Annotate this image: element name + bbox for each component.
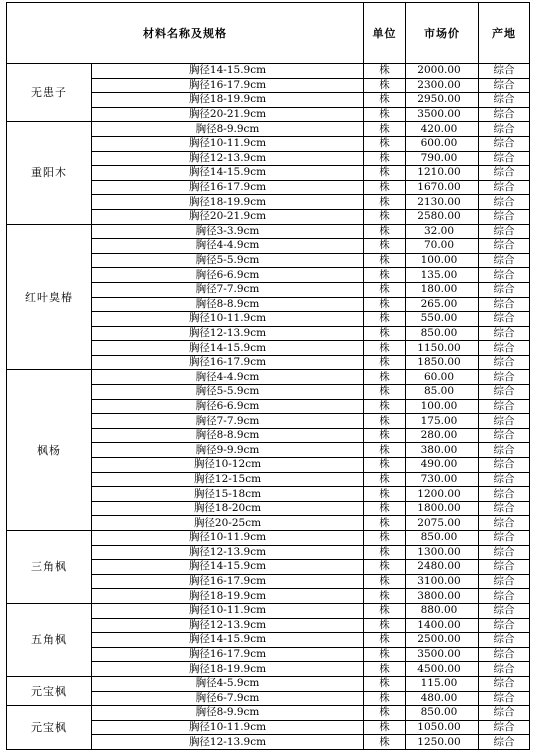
spec-cell: 胸径12-13.9cm [92,545,364,560]
spec-cell: 胸径10-11.9cm [92,531,364,546]
price-cell: 70.00 [406,239,479,254]
spec-cell: 胸径10-11.9cm [92,603,364,618]
material-name-cell: 三角枫 [7,531,92,604]
table-row [7,122,530,137]
origin-cell: 综合 [479,370,530,385]
unit-cell: 株 [364,428,406,443]
price-cell: 1250.00 [406,735,479,750]
origin-cell: 综合 [479,195,530,210]
origin-cell: 综合 [479,224,530,239]
unit-cell: 株 [364,195,406,210]
table-row [7,603,530,618]
spec-cell: 胸径6-6.9cm [92,399,364,414]
unit-cell: 株 [364,531,406,546]
price-cell: 1800.00 [406,501,479,516]
spec-cell: 胸径4-4.9cm [92,239,364,254]
price-cell: 1200.00 [406,487,479,502]
unit-cell: 株 [364,603,406,618]
unit-cell: 株 [364,78,406,93]
origin-cell: 综合 [479,545,530,560]
material-name-cell: 红叶臭椿 [7,224,92,370]
origin-cell: 综合 [479,93,530,108]
price-cell: 2000.00 [406,64,479,79]
unit-cell: 株 [364,545,406,560]
origin-cell: 综合 [479,501,530,516]
price-cell: 85.00 [406,385,479,400]
origin-cell: 综合 [479,647,530,662]
origin-cell: 综合 [479,151,530,166]
price-cell: 850.00 [406,706,479,721]
price-cell: 600.00 [406,136,479,151]
spec-cell: 胸径5-5.9cm [92,253,364,268]
price-cell: 265.00 [406,297,479,312]
price-cell: 2480.00 [406,560,479,575]
price-cell: 490.00 [406,458,479,473]
unit-cell: 株 [364,720,406,735]
unit-cell: 株 [364,647,406,662]
price-cell: 60.00 [406,370,479,385]
header-material: 材料名称及规格 [7,3,364,64]
header-price: 市场价 [406,3,479,64]
spec-cell: 胸径20-21.9cm [92,107,364,122]
origin-cell: 综合 [479,531,530,546]
spec-cell: 胸径3-3.9cm [92,224,364,239]
unit-cell: 株 [364,151,406,166]
spec-cell: 胸径12-13.9cm [92,326,364,341]
price-cell: 2300.00 [406,78,479,93]
origin-cell: 综合 [479,253,530,268]
spec-cell: 胸径12-15cm [92,472,364,487]
unit-cell: 株 [364,399,406,414]
spec-cell: 胸径18-19.9cm [92,93,364,108]
origin-cell: 综合 [479,268,530,283]
unit-cell: 株 [364,180,406,195]
price-cell: 100.00 [406,399,479,414]
origin-cell: 综合 [479,662,530,677]
origin-cell: 综合 [479,706,530,721]
price-cell: 32.00 [406,224,479,239]
spec-cell: 胸径18-19.9cm [92,195,364,210]
spec-cell: 胸径16-17.9cm [92,574,364,589]
spec-cell: 胸径7-7.9cm [92,414,364,429]
origin-cell: 综合 [479,603,530,618]
price-table [6,2,530,750]
unit-cell: 株 [364,370,406,385]
unit-cell: 株 [364,560,406,575]
unit-cell: 株 [364,122,406,137]
origin-cell: 综合 [479,633,530,648]
spec-cell: 胸径8-8.9cm [92,428,364,443]
unit-cell: 株 [364,355,406,370]
origin-cell: 综合 [479,166,530,181]
price-cell: 2580.00 [406,209,479,224]
price-cell: 1210.00 [406,166,479,181]
unit-cell: 株 [364,501,406,516]
origin-cell: 综合 [479,676,530,691]
origin-cell: 综合 [479,458,530,473]
spec-cell: 胸径6-6.9cm [92,268,364,283]
origin-cell: 综合 [479,326,530,341]
origin-cell: 综合 [479,64,530,79]
spec-cell: 胸径16-17.9cm [92,647,364,662]
spec-cell: 胸径10-11.9cm [92,720,364,735]
price-cell: 1150.00 [406,341,479,356]
spec-cell: 胸径16-17.9cm [92,180,364,195]
unit-cell: 株 [364,166,406,181]
origin-cell: 综合 [479,691,530,706]
unit-cell: 株 [364,312,406,327]
price-cell: 730.00 [406,472,479,487]
price-cell: 3500.00 [406,107,479,122]
origin-cell: 综合 [479,516,530,531]
unit-cell: 株 [364,282,406,297]
price-cell: 115.00 [406,676,479,691]
unit-cell: 株 [364,326,406,341]
origin-cell: 综合 [479,618,530,633]
unit-cell: 株 [364,706,406,721]
origin-cell: 综合 [479,297,530,312]
spec-cell: 胸径16-17.9cm [92,355,364,370]
unit-cell: 株 [364,487,406,502]
spec-cell: 胸径10-11.9cm [92,136,364,151]
price-cell: 2075.00 [406,516,479,531]
unit-cell: 株 [364,64,406,79]
price-cell: 1670.00 [406,180,479,195]
price-document [6,2,529,750]
price-cell: 480.00 [406,691,479,706]
spec-cell: 胸径4-5.9cm [92,676,364,691]
price-cell: 1400.00 [406,618,479,633]
origin-cell: 综合 [479,472,530,487]
spec-cell: 胸径14-15.9cm [92,64,364,79]
price-cell: 180.00 [406,282,479,297]
material-name-cell: 元宝枫 [7,706,92,750]
origin-cell: 综合 [479,136,530,151]
origin-cell: 综合 [479,122,530,137]
price-cell: 135.00 [406,268,479,283]
table-row [7,676,530,691]
origin-cell: 综合 [479,735,530,750]
unit-cell: 株 [364,618,406,633]
unit-cell: 株 [364,239,406,254]
unit-cell: 株 [364,268,406,283]
header-unit: 单位 [364,3,406,64]
spec-cell: 胸径16-17.9cm [92,78,364,93]
spec-cell: 胸径18-20cm [92,501,364,516]
unit-cell: 株 [364,414,406,429]
unit-cell: 株 [364,472,406,487]
table-body [7,64,530,750]
origin-cell: 综合 [479,78,530,93]
material-name-cell: 枫杨 [7,370,92,531]
spec-cell: 胸径15-18cm [92,487,364,502]
spec-cell: 胸径12-13.9cm [92,735,364,750]
price-cell: 2130.00 [406,195,479,210]
material-name-cell: 重阳木 [7,122,92,224]
spec-cell: 胸径8-8.9cm [92,297,364,312]
price-cell: 1300.00 [406,545,479,560]
table-row [7,224,530,239]
price-cell: 1050.00 [406,720,479,735]
unit-cell: 株 [364,458,406,473]
unit-cell: 株 [364,224,406,239]
price-cell: 420.00 [406,122,479,137]
origin-cell: 综合 [479,574,530,589]
origin-cell: 综合 [479,487,530,502]
price-cell: 280.00 [406,428,479,443]
price-cell: 880.00 [406,603,479,618]
price-cell: 850.00 [406,531,479,546]
price-cell: 100.00 [406,253,479,268]
spec-cell: 胸径14-15.9cm [92,341,364,356]
price-cell: 175.00 [406,414,479,429]
price-cell: 3500.00 [406,647,479,662]
table-row [7,370,530,385]
spec-cell: 胸径18-19.9cm [92,662,364,677]
unit-cell: 株 [364,662,406,677]
unit-cell: 株 [364,633,406,648]
spec-cell: 胸径20-21.9cm [92,209,364,224]
origin-cell: 综合 [479,107,530,122]
unit-cell: 株 [364,107,406,122]
spec-cell: 胸径12-13.9cm [92,618,364,633]
unit-cell: 株 [364,136,406,151]
unit-cell: 株 [364,589,406,604]
spec-cell: 胸径14-15.9cm [92,560,364,575]
unit-cell: 株 [364,253,406,268]
price-cell: 2500.00 [406,633,479,648]
unit-cell: 株 [364,93,406,108]
spec-cell: 胸径12-13.9cm [92,151,364,166]
origin-cell: 综合 [479,414,530,429]
price-cell: 1850.00 [406,355,479,370]
origin-cell: 综合 [479,282,530,297]
unit-cell: 株 [364,341,406,356]
origin-cell: 综合 [479,589,530,604]
spec-cell: 胸径20-25cm [92,516,364,531]
price-cell: 380.00 [406,443,479,458]
unit-cell: 株 [364,385,406,400]
origin-cell: 综合 [479,720,530,735]
spec-cell: 胸径14-15.9cm [92,166,364,181]
unit-cell: 株 [364,691,406,706]
spec-cell: 胸径7-7.9cm [92,282,364,297]
unit-cell: 株 [364,297,406,312]
material-name-cell: 五角枫 [7,603,92,676]
origin-cell: 综合 [479,239,530,254]
origin-cell: 综合 [479,428,530,443]
origin-cell: 综合 [479,312,530,327]
spec-cell: 胸径10-12cm [92,458,364,473]
spec-cell: 胸径8-9.9cm [92,122,364,137]
origin-cell: 综合 [479,399,530,414]
price-cell: 550.00 [406,312,479,327]
price-cell: 3100.00 [406,574,479,589]
spec-cell: 胸径18-19.9cm [92,589,364,604]
unit-cell: 株 [364,676,406,691]
spec-cell: 胸径6-7.9cm [92,691,364,706]
table-row [7,64,530,79]
spec-cell: 胸径4-4.9cm [92,370,364,385]
header-origin: 产地 [479,3,530,64]
origin-cell: 综合 [479,209,530,224]
spec-cell: 胸径8-9.9cm [92,706,364,721]
unit-cell: 株 [364,574,406,589]
spec-cell: 胸径9-9.9cm [92,443,364,458]
unit-cell: 株 [364,209,406,224]
spec-cell: 胸径5-5.9cm [92,385,364,400]
material-name-cell: 无患子 [7,64,92,122]
spec-cell: 胸径10-11.9cm [92,312,364,327]
table-row [7,706,530,721]
price-cell: 3800.00 [406,589,479,604]
spec-cell: 胸径14-15.9cm [92,633,364,648]
unit-cell: 株 [364,443,406,458]
price-cell: 4500.00 [406,662,479,677]
price-cell: 2950.00 [406,93,479,108]
material-name-cell: 元宝枫 [7,676,92,705]
origin-cell: 综合 [479,560,530,575]
origin-cell: 综合 [479,180,530,195]
origin-cell: 综合 [479,341,530,356]
table-header-row [7,3,530,64]
origin-cell: 综合 [479,355,530,370]
table-row [7,531,530,546]
origin-cell: 综合 [479,385,530,400]
price-cell: 850.00 [406,326,479,341]
unit-cell: 株 [364,516,406,531]
unit-cell: 株 [364,735,406,750]
price-cell: 790.00 [406,151,479,166]
origin-cell: 综合 [479,443,530,458]
